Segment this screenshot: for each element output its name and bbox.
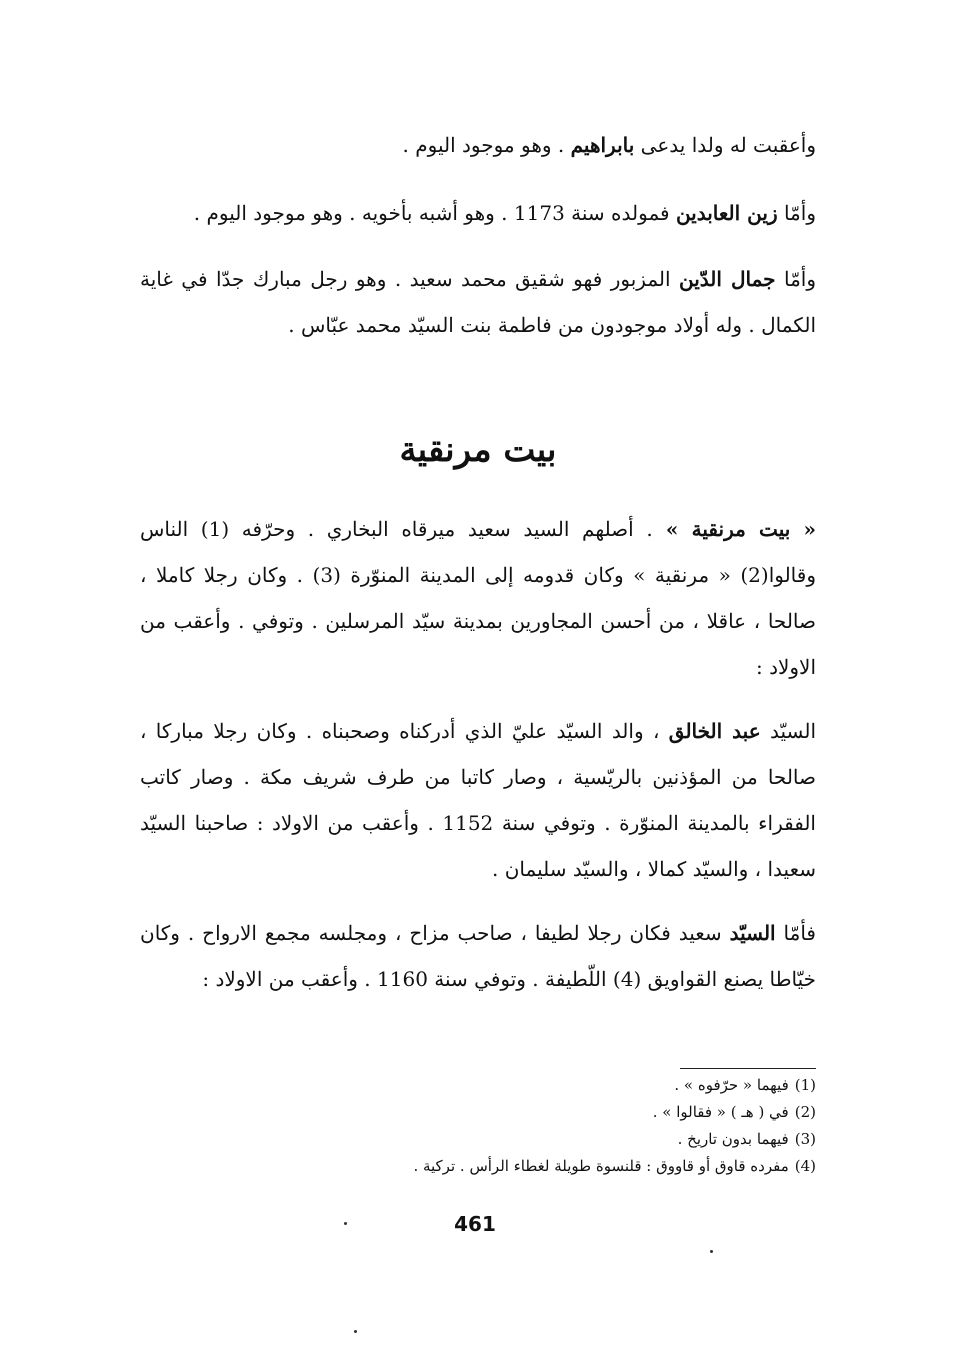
bold-name: « بيت مرنقية » — [652, 517, 817, 541]
paragraph-text — [140, 122, 816, 168]
paragraph — [140, 256, 816, 348]
text-run: وأعقبت له ولدا يدعى — [634, 133, 816, 157]
footnotes — [200, 1072, 816, 1180]
scan-speck — [710, 1250, 713, 1253]
footnote — [200, 1099, 816, 1126]
footnote-text: في ( هـ ) « فقالوا » . — [652, 1103, 789, 1121]
text-run: . أصلهم السيد سعيد ميرقاه البخاري . وحرّفه (1) الناس وقالوا(2) « مرنقية » وكان قدومه إلى المدينة المنوّرة (3) . وكان رجلا كاملا ، صالحا ، عاقلا ، من أحسن المجاورين بمدينة سيّد المرسلين . وتوفي . وأعقب من الاولاد : — [140, 517, 816, 679]
footnote-text: فيهما « حرّفوه » . — [674, 1076, 789, 1094]
footnote-number: (4) — [794, 1157, 816, 1175]
text-run: . وهو موجود اليوم . — [402, 133, 571, 157]
body-text-top — [140, 122, 816, 348]
text-run: المزبور فهو شقيق محمد سعيد . وهو رجل مبارك جدّا في غاية الكمال . وله أولاد موجودون من فاطمة بنت السيّد محمد عبّاس . — [140, 267, 816, 337]
text-run: سعيد فكان رجلا لطيفا ، صاحب مزاح ، ومجلسه مجمع الارواح . وكان خيّاطا يصنع القواويق (4) اللّطيفة . وتوفي سنة 1160 . وأعقب من الاولاد : — [140, 921, 816, 991]
bold-name: بابراهيم — [570, 133, 635, 157]
paragraph-text — [140, 708, 816, 892]
paragraph-text — [140, 256, 816, 348]
text-run: فأمّا — [775, 921, 816, 945]
paragraph — [140, 122, 816, 168]
paragraph — [140, 506, 816, 690]
paragraph — [140, 910, 816, 1002]
footnote-number: (2) — [794, 1103, 816, 1121]
footnote — [200, 1126, 816, 1153]
text-run: فمولده سنة 1173 . وهو أشبه بأخويه . وهو موجود اليوم . — [193, 201, 676, 225]
text-run: السيّد — [760, 719, 817, 743]
footnote-text: مفرده قاوق أو قاووق : قلنسوة طويلة لغطاء الرأس . تركية . — [413, 1157, 789, 1175]
paragraph-text — [140, 190, 816, 236]
text-run: وأمّا — [775, 267, 816, 291]
footnote-text: فيهما بدون تاريخ . — [677, 1130, 789, 1148]
section-heading: بيت مرنقية — [399, 430, 557, 470]
bold-name: جمال الدّين — [678, 267, 776, 291]
scan-speck — [354, 1330, 357, 1333]
paragraph — [140, 190, 816, 236]
body-text-bottom — [140, 506, 816, 1002]
paragraph-text — [140, 910, 816, 1002]
footnote-number: (3) — [794, 1130, 816, 1148]
paragraph-text — [140, 506, 816, 690]
bold-name: زين العابدين — [675, 201, 778, 225]
scan-speck — [344, 1222, 347, 1225]
footnote — [200, 1153, 816, 1180]
bold-name: عبد الخالق — [668, 719, 761, 743]
footnote — [200, 1072, 816, 1099]
text-run: وأمّا — [777, 201, 816, 225]
paragraph — [140, 708, 816, 892]
bold-name: السيّد — [729, 921, 776, 945]
text-run: ، والد السيّد عليّ الذي أدركناه وصحبناه . وكان رجلا مباركا ، صالحا من المؤذنين بالريّسية ، وصار كاتبا من طرف شريف مكة . وصار كاتب الفقراء بالمدينة المنوّرة . وتوفي سنة 1152 . وأعقب من الاولاد : صاحبنا السيّد سعيدا ، والسيّد كمالا ، والسيّد سليمان . — [140, 719, 816, 881]
footnote-divider — [680, 1068, 816, 1069]
footnote-number: (1) — [794, 1076, 816, 1094]
page-number: 461 — [454, 1212, 496, 1236]
